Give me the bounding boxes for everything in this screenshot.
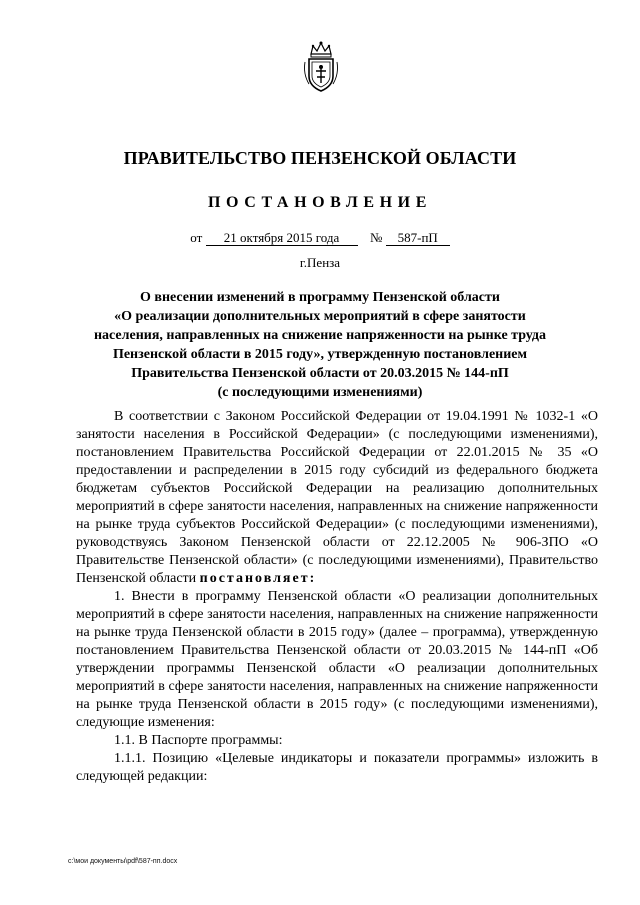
city-label: г.Пенза xyxy=(299,255,341,270)
heading-line: Правительства Пензенской области от 20.03.2015 № 144-пП xyxy=(131,366,509,381)
heading-line: Пензенской области в 2015 году», утвержденную постановлением xyxy=(112,347,528,362)
document-date: 21 октября 2015 года xyxy=(206,231,358,246)
item-1-1-1-paragraph: 1.1.1. Позицию «Целевые индикаторы и показатели программы» изложить в следующей редакции: xyxy=(76,751,598,784)
coat-of-arms-icon xyxy=(301,40,341,94)
heading-line: (с последующими изменениями) xyxy=(217,385,423,400)
document-type: ПОСТАНОВЛЕНИЕ xyxy=(208,194,432,211)
decree-word: постановляет: xyxy=(199,571,317,586)
heading-line: «О реализации дополнительных мероприятий в сфере занятости xyxy=(114,309,526,324)
preamble-paragraph xyxy=(76,408,598,588)
document-heading xyxy=(70,288,570,402)
date-number-line xyxy=(0,230,640,246)
heading-line: О внесении изменений в программу Пензенской области xyxy=(140,290,500,305)
item-1-1-paragraph: 1.1. В Паспорте программы: xyxy=(114,733,283,748)
preamble-text: В соответствии с Законом Российской Федерации от 19.04.1991 № 1032-1 «О занятости населения в Российской Федерации» (с последующими изменениями), постановлением Правительства Российской Федерации от 22.01.2015 № 35 «О предоставлении и распределении в 2015 году субсидий из федерального бюджета бюджетам субъектов Российской Федерации на реализацию дополнительных мероприятий в сфере занятости населения, направленных на снижение напряженности на рынке труда субъектов Российской Федерации» (с последующими изменениями), руководствуясь Законом Пензенской области от 22.12.2005 № 906-ЗПО «О Правительстве Пензенской области» (с последующими изменениями), Правительство Пензенской области xyxy=(76,409,598,586)
government-title: ПРАВИТЕЛЬСТВО ПЕНЗЕНСКОЙ ОБЛАСТИ xyxy=(123,148,517,168)
document-number: 587-пП xyxy=(386,231,450,246)
item-1-paragraph: 1. Внести в программу Пензенской области «О реализации дополнительных мероприятий в сфере занятости населения, направленных на снижение напряженности на рынке труда Пензенской области в 2015 году» (далее – программа), утвержденную постановлением Правительства Пензенской области от 20.03.2015 № 144-пП «Об утверждении программы Пензенской области «О реализации дополнительных мероприятий в сфере занятости населения, направленных на снижение напряженности на рынке труда Пензенской области в 2015 году» (с последующими изменениями), следующие изменения: xyxy=(76,589,598,730)
file-path-footer: c:\мои документы\pdf\587-пп.docx xyxy=(68,858,178,865)
date-prefix: от xyxy=(190,230,203,245)
document-body xyxy=(76,408,598,786)
heading-line: населения, направленных на снижение напряженности на рынке труда xyxy=(93,328,547,343)
number-prefix: № xyxy=(370,230,383,245)
